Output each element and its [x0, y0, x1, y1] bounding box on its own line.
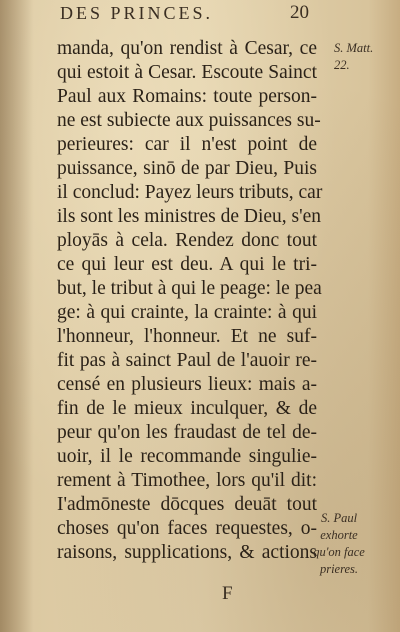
- margin-note-paul: [308, 510, 370, 578]
- text-line: manda, qu'on rendist à Cesar, ce: [57, 38, 317, 59]
- signature-mark: F: [222, 583, 233, 604]
- text-line: ployās à cela. Rendez donc tout: [57, 230, 317, 251]
- running-head: DES PRINCES.: [60, 3, 214, 23]
- text-line: ce qui leur est deu. A qui le tri-: [57, 254, 317, 275]
- text-line: raisons, supplications, & actions: [57, 542, 317, 563]
- text-line: perieures: car il n'est point de: [57, 134, 317, 155]
- text-line: Paul aux Romains: toute person-: [57, 86, 317, 107]
- text-line: uoir, il le recommande singulie-: [57, 446, 317, 467]
- text-line: censé en plusieurs lieux: mais a-: [57, 374, 317, 395]
- text-line: but, le tribut à qui le peage: le pea: [57, 278, 322, 299]
- text-line: il conclud: Payez leurs tributs, car: [57, 182, 323, 203]
- text-line: fit pas à sainct Paul de l'auoir re-: [57, 350, 317, 371]
- margin-note-line: exhorte: [320, 528, 358, 542]
- margin-note-matthew: [334, 40, 396, 74]
- text-line: peur qu'on les fraudast de tel de-: [57, 422, 317, 443]
- margin-note-line: S. Paul: [320, 511, 358, 525]
- text-line: l'honneur, l'honneur. Et ne suf-: [57, 326, 317, 347]
- margin-note-line: S. Matt.: [334, 41, 374, 55]
- page-number: 20: [290, 2, 309, 23]
- text-line: choses qu'on faces requestes, o-: [57, 518, 317, 539]
- text-line: rement à Timothee, lors qu'il dit:: [57, 470, 317, 491]
- text-line: I'admōneste dōcques deuāt tout: [57, 494, 317, 515]
- margin-note-line: qu'on face: [313, 545, 365, 559]
- margin-note-line: 22.: [334, 58, 350, 72]
- text-line: fin de le mieux inculquer, & de: [57, 398, 317, 419]
- body-text: [57, 37, 323, 565]
- margin-note-line: prieres.: [319, 562, 359, 576]
- text-line: ils sont les ministres de Dieu, s'en: [57, 206, 322, 227]
- text-line: qui estoit à Cesar. Escoute Sainct: [57, 62, 317, 83]
- text-line: ne est subiecte aux puissances su-: [57, 110, 321, 131]
- gutter-shadow: [0, 0, 34, 632]
- text-line: puissance, sinō de par Dieu, Puis: [57, 158, 317, 179]
- text-line: ge: à qui crainte, la crainte: à qui: [57, 302, 317, 323]
